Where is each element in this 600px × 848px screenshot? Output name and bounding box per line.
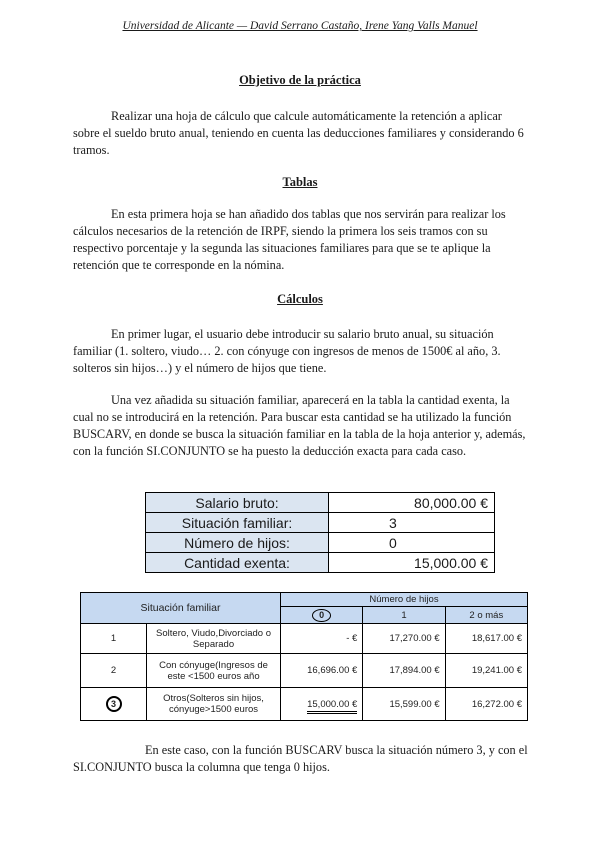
cell-value: 15,599.00 € — [363, 688, 445, 721]
cell-value-highlighted: 15,000.00 € — [280, 688, 362, 721]
cell-value: 16,696.00 € — [280, 654, 362, 688]
summary-label: Cantidad exenta: — [146, 553, 329, 573]
page-header: Universidad de Alicante — David Serrano Castaño, Irene Yang Valls Manuel — [122, 20, 478, 32]
cell-value: 17,270.00 € — [363, 624, 445, 654]
objetivo-heading: Objetivo de la práctica — [239, 73, 361, 87]
calculos-paragraph-1: En primer lugar, el usuario debe introducir su salario bruto anual, su situación familiar (1. soltero, viudo… 2. con cónyuge con ingresos de menos de 1500€ al año, 3. solteros sin hijos…) y el número de hijos que tiene. — [73, 327, 501, 375]
circled-number: 3 — [106, 696, 122, 712]
summary-row-exenta — [146, 553, 495, 573]
cell-value: 16,272.00 € — [445, 688, 527, 721]
table-row — [81, 624, 528, 654]
family-situation-table — [80, 592, 528, 721]
col-2-hijos: 2 o más — [445, 607, 527, 624]
cell-value: 17,894.00 € — [363, 654, 445, 688]
summary-value[interactable]: 3 — [329, 513, 495, 533]
summary-row-salario — [146, 493, 495, 513]
objetivo-paragraph: Realizar una hoja de cálculo que calcule automáticamente la retención a aplicar sobre el sueldo bruto anual, teniendo en cuenta las deducciones familiares y considerando 6 tramos. — [73, 109, 524, 157]
table-row — [81, 654, 528, 688]
row-number — [81, 688, 147, 721]
summary-row-situacion — [146, 513, 495, 533]
header-hijos: Número de hijos — [280, 593, 527, 607]
table-row — [81, 688, 528, 721]
cell-value: 18,617.00 € — [445, 624, 527, 654]
summary-table — [145, 492, 495, 573]
summary-value[interactable]: 0 — [329, 533, 495, 553]
row-description: Otros(Solteros sin hijos, cónyuge>1500 euros — [147, 688, 281, 721]
row-number: 2 — [81, 654, 147, 688]
header-situacion: Situación familiar — [81, 593, 281, 624]
summary-label: Salario bruto: — [146, 493, 329, 513]
cell-value: 19,241.00 € — [445, 654, 527, 688]
calculos-heading: Cálculos — [277, 292, 323, 306]
summary-value: 15,000.00 € — [329, 553, 495, 573]
col-1-hijo: 1 — [363, 607, 445, 624]
summary-label: Número de hijos: — [146, 533, 329, 553]
col-0-hijos: 0 — [280, 607, 362, 624]
conclusion-paragraph: En este caso, con la función BUSCARV busca la situación número 3, y con el SI.CONJUNTO busca la columna que tenga 0 hijos. — [73, 743, 528, 774]
cell-value: - € — [280, 624, 362, 654]
row-description: Con cónyuge(Ingresos de este <1500 euros año — [147, 654, 281, 688]
summary-value[interactable]: 80,000.00 € — [329, 493, 495, 513]
tablas-paragraph: En esta primera hoja se han añadido dos tablas que nos servirán para realizar los cálculos necesarios de la retención de IRPF, siendo la primera los seis tramos con su respectivo porcentaje y la segunda las situaciones familiares para que se te aplique la retención que te corresponde en la nómina. — [73, 207, 506, 272]
calculos-paragraph-2: Una vez añadida su situación familiar, aparecerá en la tabla la cantidad exenta, la cual no se introducirá en la retención. Para buscar esta cantidad se ha utilizado la función BUSCARV, en donde se busca la situación familiar en la tabla de la hoja anterior y, además, con la función SI.CONJUNTO se ha puesto la deducción exacta para cada caso. — [73, 393, 526, 458]
row-description: Soltero, Viudo,Divorciado o Separado — [147, 624, 281, 654]
row-number: 1 — [81, 624, 147, 654]
summary-row-hijos — [146, 533, 495, 553]
summary-label: Situación familiar: — [146, 513, 329, 533]
tablas-heading: Tablas — [282, 175, 318, 189]
